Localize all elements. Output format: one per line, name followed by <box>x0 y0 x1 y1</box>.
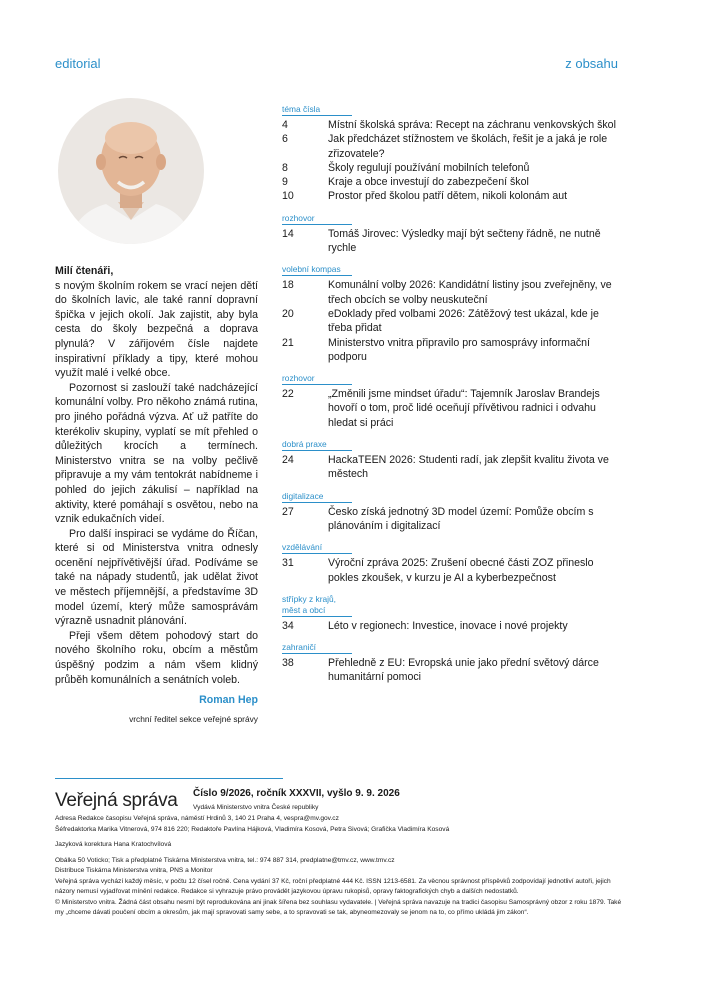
toc-item[interactable] <box>282 336 622 365</box>
author-portrait <box>58 98 204 244</box>
editorial-paragraph: s novým školním rokem se vrací nejen dětí do školních lavic, ale také ranní dopravní špička v jejich okolí. Jak zajistit, aby byla cesta do školy bezpečná a doprava plynulá? V zářijovém čísle najdete inspirativní příklady a tipy, které mohou využít malé i velké obce. <box>55 279 258 380</box>
editorial-text <box>55 264 258 726</box>
toc-category: dobrá praxe <box>282 439 352 451</box>
signature-role: vrchní ředitel sekce veřejné správy <box>129 713 258 724</box>
toc-item[interactable] <box>282 175 622 189</box>
editorial-greeting: Milí čtenáři, <box>55 265 114 277</box>
toc-page-number: 8 <box>282 161 288 174</box>
toc-item[interactable] <box>282 227 622 256</box>
toc-article-title: Přehledně z EU: Evropská unie jako přední světový dárce humanitární pomoci <box>328 657 599 684</box>
editorial-paragraph: Přeji všem dětem pohodový start do nového školního roku, obcím a městům úspěšný podzim a nám všem klidný průběh komunálních a senátních voleb. <box>55 629 258 686</box>
publisher-info: Vydává Ministerstvo vnitra České republiky <box>193 804 319 811</box>
toc-item[interactable] <box>282 161 622 175</box>
toc-category: střípky z krajů, měst a obcí <box>282 594 352 617</box>
colophon-line: Veřejná správa vychází každý měsíc, v počtu 12 čísel ročně. Cena vydání 37 Kč, roční předplatné 444 Kč. ISSN 1213-6581. Za věcnou správnost příspěvků zodpovídají jednotliví autoři, jejich názory nemusí vyjadřovat mínění redakce. Redakce si vyhrazuje právo provádět jazykovou úpravu rukopisů, opravy faktografických chyb a dalších nedostatků. <box>55 877 611 895</box>
toc-article-title: eDoklady před volbami 2026: Zátěžový test ukázal, kde je třeba přidat <box>328 307 599 335</box>
toc-page-number: 38 <box>282 657 294 670</box>
toc-item[interactable] <box>282 307 622 336</box>
toc-item[interactable] <box>282 505 622 534</box>
toc-item[interactable] <box>282 619 622 633</box>
toc-section <box>282 264 622 364</box>
toc-page-number: 4 <box>282 119 288 131</box>
toc-page-number: 27 <box>282 505 294 518</box>
toc-page-number: 9 <box>282 176 288 189</box>
toc-article-title: „Změnili jsme mindset úřadu“: Tajemník Jaroslav Brandejs hovoří o tom, proč lidé oceňují přívětivou radnici i odvahu hledat si práci <box>328 388 600 429</box>
toc-article-title: Prostor před školou patří dětem, nikoli kolonám aut <box>328 190 568 203</box>
issue-info: Číslo 9/2026, ročník XXXVII, vyšlo 9. 9. 2026 <box>193 788 400 799</box>
toc-article-title: Školy regulují používání mobilních telefonů <box>328 161 530 174</box>
toc-category: rozhovor <box>282 373 352 385</box>
toc-article-title: Jak předcházet stížnostem ve školách, řešit je a jaká je role zřizovatele? <box>328 133 608 160</box>
toc-article-title: Komunální volby 2026: Kandidátní listiny jsou zveřejněny, ve třech obcích se volby neuskuteční <box>328 279 612 306</box>
toc-category: téma čísla <box>282 104 352 116</box>
colophon-line: Obálka 50 Voticko; Tisk a předplatné Tiskárna Ministerstva vnitra, tel.: 974 887 314, predplatne@tmv.cz, www.tmv.cz <box>55 856 395 864</box>
toc-section <box>282 439 622 482</box>
toc-section <box>282 213 622 256</box>
toc-item[interactable] <box>282 656 622 685</box>
toc-section <box>282 373 622 430</box>
toc-item[interactable] <box>282 118 622 132</box>
toc-section <box>282 594 622 633</box>
toc-category: volební kompas <box>282 264 352 276</box>
editorial-paragraph: Pozornost si zaslouží také nadcházející komunální volby. Pro někoho známá rutina, pro jiného pořádná výzva. Ať už patříte do kterékoliv skupiny, vyplatí se mít přehled o důležitých krocích a termínech. Ministerstvo vnitra se na volby pečlivě připravuje a my vám tentokrát nabídneme i pohled do jejich zákulisí – například na aktivity, které pomáhají s osvětou, nebo na vznik edukačních videí. <box>55 381 258 526</box>
toc-item[interactable] <box>282 278 622 307</box>
colophon-line: Šéfredaktorka Marika Vitnerová, 974 816 220; Redaktoře Pavlína Hájková, Vladimíra Kosová, Petra Sivová; Grafička Vladimíra Kosová <box>55 825 450 833</box>
magazine-logo: Veřejná správa <box>55 790 178 811</box>
toc-item[interactable] <box>282 132 622 161</box>
masthead-rule <box>55 778 283 779</box>
toc-item[interactable] <box>282 387 622 430</box>
toc-category: zahraničí <box>282 642 352 654</box>
colophon-line: © Ministerstvo vnitra. Žádná část obsahu nesmí být reprodukována ani jinak šířena bez souhlasu vydavatele. | Veřejná správa navazuje na tradici časopisu Samosprávný obzor z roku 1879. Také my „chceme dávati poučení obcím a okresům, jak mají spravovati samy sebe, a to spravovati se tak, abyneomezovaly se jenom na to, co přímo ukládá jim zákon“. <box>55 898 622 916</box>
toc-section <box>282 104 622 204</box>
toc-section <box>282 491 622 534</box>
toc-item[interactable] <box>282 556 622 585</box>
section-label-editorial: editorial <box>55 56 101 71</box>
colophon-line: Jazyková korektura Hana Kratochvílová <box>55 841 172 848</box>
signature-name: Roman Hep <box>199 694 258 707</box>
editorial-paragraph: Pro další inspiraci se vydáme do Říčan, které si od Ministerstva vnitra odnesly ocenění nejpřívětivější úřad. Podíváme se také na nápady studentů, jak udělat život ve městech příjemnější, a představíme 3D model území, který může samosprávám výrazně usnadnit plánování. <box>55 527 258 628</box>
section-label-contents: z obsahu <box>565 56 618 71</box>
toc-article-title: Tomáš Jirovec: Výsledky mají být sečteny řádně, ne nutně rychle <box>328 227 601 255</box>
toc-page-number: 24 <box>282 454 294 467</box>
toc-page-number: 14 <box>282 227 294 240</box>
toc-section <box>282 642 622 685</box>
toc-article-title: Léto v regionech: Investice, inovace i nové projekty <box>328 619 568 632</box>
toc-category: digitalizace <box>282 491 352 503</box>
toc-item[interactable] <box>282 189 622 203</box>
toc-article-title: Ministerstvo vnitra připravilo pro samosprávy informační podporu <box>328 336 590 363</box>
toc-category: rozhovor <box>282 213 352 225</box>
toc-page-number: 34 <box>282 619 294 632</box>
toc-item[interactable] <box>282 453 622 482</box>
colophon-line: Distribuce Tiskárna Ministerstva vnitra, PNS a Monitor <box>55 867 213 874</box>
toc-page-number: 6 <box>282 133 288 146</box>
toc-page-number: 20 <box>282 307 294 320</box>
toc-article-title: HackaTEEN 2026: Studenti radí, jak zlepšit kvalitu života ve městech <box>328 454 609 481</box>
toc-page-number: 21 <box>282 336 294 349</box>
toc-section <box>282 542 622 585</box>
toc-page-number: 10 <box>282 190 294 203</box>
toc-category: vzdělávání <box>282 542 352 554</box>
colophon-line: Adresa Redakce časopisu Veřejná správa, náměstí Hrdinů 3, 140 21 Praha 4, vespra@mv.gov.cz <box>55 815 339 822</box>
toc-page-number: 18 <box>282 279 294 292</box>
toc-page-number: 22 <box>282 388 294 401</box>
table-of-contents <box>282 104 622 694</box>
toc-article-title: Výroční zpráva 2025: Zrušení obecné části ZOZ přineslo pokles zkoušek, v kurzu je AI a kyberbezpečnost <box>328 557 594 584</box>
toc-article-title: Kraje a obce investují do zabezpečení škol <box>328 176 529 189</box>
toc-article-title: Česko získá jednotný 3D model území: Pomůže obcím s plánováním i digitalizací <box>328 505 594 532</box>
toc-page-number: 31 <box>282 557 294 570</box>
colophon <box>55 814 625 919</box>
toc-article-title: Místní školská správa: Recept na záchranu venkovských škol <box>328 119 616 131</box>
